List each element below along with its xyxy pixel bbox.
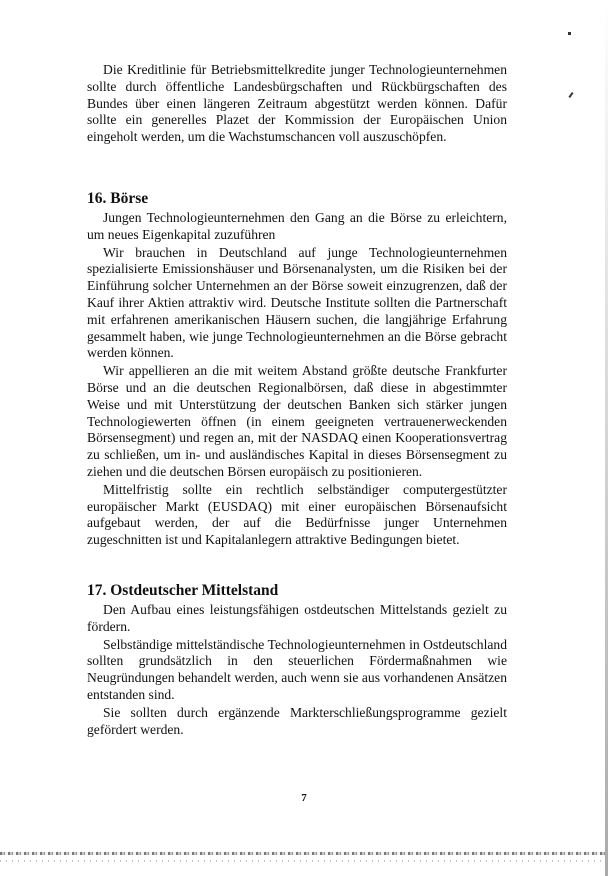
scan-artifact-line xyxy=(0,852,608,855)
intro-paragraph: Die Kreditlinie für Betriebsmittelkredite junger Technologieunternehmen sollte durch öffentliche Landesbürgschaften und Rückbürgschaften des Bundes über einen längeren Zeitraum abgestützt werden können. Dafür sollte ein generelles Plazet der Kommission der Europäischen Union eingeholt werden, um die Wachstumschancen voll auszuschöpfen. xyxy=(87,62,507,145)
section-17-paragraph-2: Selbständige mittelständische Technologieunternehmen in Ostdeutschland sollten grundsätzlich in den steuerlichen Fördermaßnahmen wie Neugründungen behandelt werden, auch wenn sie aus vorhandenen Ansätzen entstanden sind. xyxy=(87,636,507,702)
section-16-heading: 16. Börse xyxy=(87,190,149,207)
section-16-paragraph-4: Mittelfristig sollte ein rechtlich selbständiger computergestützter europäischer Markt (EUSDAQ) mit einer europäischen Börsenaufsicht aufgebaut werden, der auf die Bedürfnisse junger Unternehmen zugeschnitten ist und Kapitalanlegern attraktive Bedingungen bietet. xyxy=(87,481,507,548)
section-17-paragraph-3: Sie sollten durch ergänzende Markterschließungsprogramme gezielt gefördert werden. xyxy=(87,704,507,737)
section-16 xyxy=(87,190,507,549)
section-16-paragraph-3: Wir appellieren an die mit weitem Abstand größte deutsche Frankfurter Börse und an die deutschen Regionalbörsen, daß diese in abgestimmter Weise und mit Unterstützung der deutschen Banken sich stärker jungen Technologiewerten öffnen (in einem geeigneten vertrauenerweckenden Börsensegment) und regen an, mit der NASDAQ einen Kooperationsvertrag zu schließen, um in- und ausländisches Kapital in dieses Börsensegment zu ziehen und die deutschen Börsen europäisch zu positionieren. xyxy=(87,363,507,479)
scan-artifact-line xyxy=(0,860,608,862)
scan-speck xyxy=(568,92,573,98)
page-number: 7 xyxy=(301,792,307,804)
section-17 xyxy=(87,582,507,738)
section-17-paragraph-1: Den Aufbau eines leistungsfähigen ostdeutschen Mittelstands gezielt zu fördern. xyxy=(87,602,507,634)
section-16-paragraph-2: Wir brauchen in Deutschland auf junge Technologieunternehmen spezialisierte Emissionshäuser und Börsenanalysten, um die Risiken bei der Einführung solcher Unternehmen an der Börse soweit einzugrenzen, daß der Kauf ihrer Aktien attraktiv wird. Deutsche Institute sollten die Partnerschaft mit erfahrenen amerikanischen Häusern suchen, die langjährige Erfahrung gesammelt haben, wie junge Technologieunternehmen an die Börse gebracht werden können. xyxy=(87,244,507,361)
section-16-paragraph-1: Jungen Technologieunternehmen den Gang an die Börse zu erleichtern, um neues Eigenkapital zuzuführen xyxy=(87,210,507,242)
intro-section xyxy=(87,62,507,146)
section-17-heading: 17. Ostdeutscher Mittelstand xyxy=(87,582,279,599)
scan-speck xyxy=(568,32,571,35)
